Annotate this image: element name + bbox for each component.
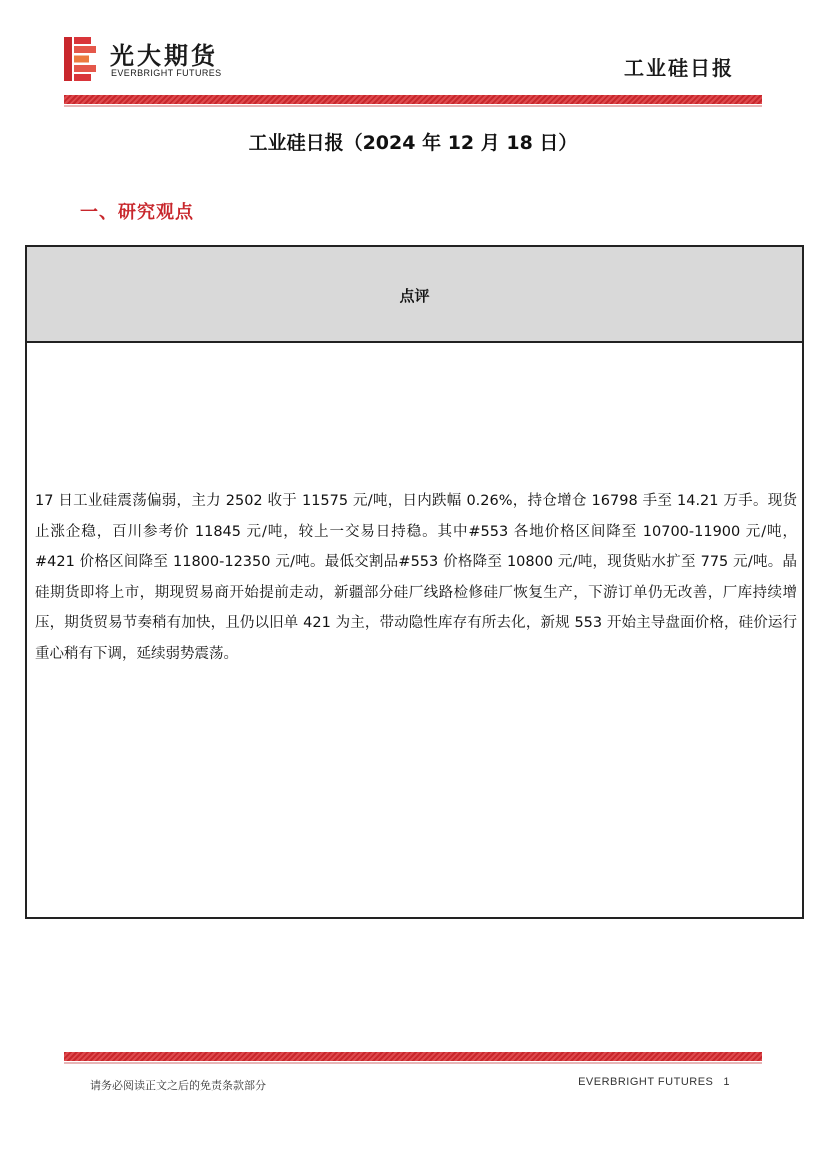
footer-disclaimer: 请务必阅读正文之后的免责条款部分	[90, 1079, 266, 1092]
logo-english-name: EVERBRIGHT FUTURES	[111, 68, 222, 78]
review-label: 点评	[399, 287, 430, 305]
review-table	[25, 245, 804, 919]
footer-company-name: EVERBRIGHT FUTURES	[578, 1076, 714, 1088]
header-divider	[64, 95, 762, 104]
footer-divider	[64, 1052, 762, 1061]
section-heading: 一、研究观点	[80, 202, 194, 223]
document-title: 工业硅日报（2024 年 12 月 18 日）	[248, 132, 578, 154]
header-report-name: 工业硅日报	[624, 56, 734, 80]
review-text: 17 日工业硅震荡偏弱，主力 2502 收于 11575 元/吨，日内跌幅 0.26%，持仓增仓 16798 手至 14.21 万手。现货止涨企稳，百川参考价 11845 元/吨，较上一交易日持稳。其中#553 各地价格区间降至 10700-11900 元/吨，#421 价格区间降至 11800-12350 元/吨。最低交割品#553 价格降至 10800 元/吨，现货贴水扩至 775 元/吨。晶硅期货即将上市，期现贸易商开始提前走动，新疆部分硅厂线路检修硅厂恢复生产，下游订单仍无改善，厂库持续增压，期货贸易节奏稍有加快，且仍以旧单 421 为主，带动隐性库存有所去化，新规 553 开始主导盘面价格，硅价运行重心稍有下调，延续弱势震荡。	[35, 493, 797, 662]
company-logo	[64, 37, 264, 83]
page-number: 1	[723, 1076, 730, 1088]
footer-company	[578, 1076, 730, 1088]
everbright-logo-icon	[64, 37, 100, 81]
review-table-header	[27, 247, 802, 343]
logo-chinese-name: 光大期货	[110, 42, 218, 70]
